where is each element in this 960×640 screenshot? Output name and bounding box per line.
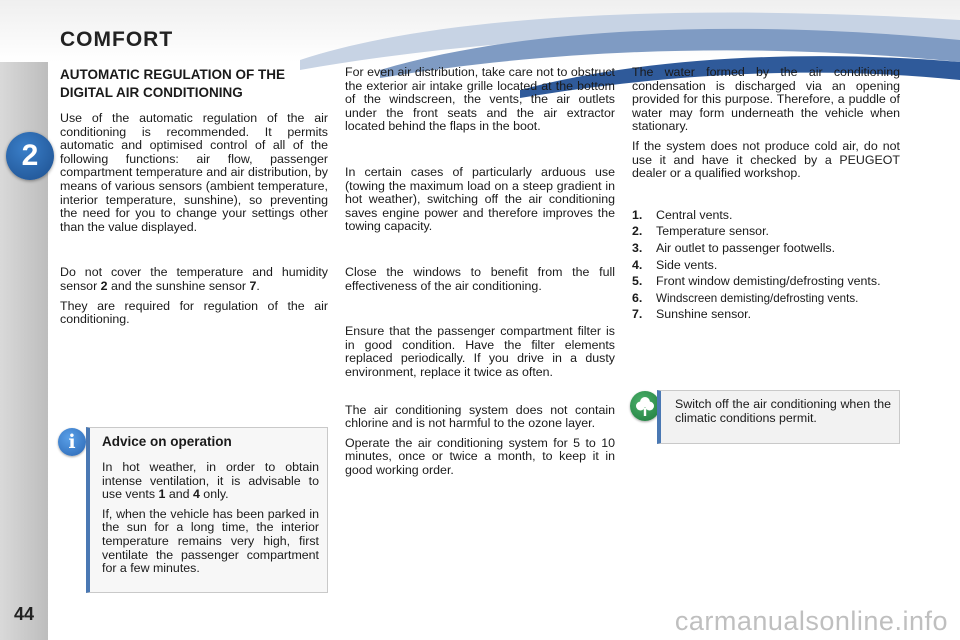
legend-list <box>632 209 900 322</box>
paragraph-sensor-required: They are required for regulation of the air conditioning. <box>60 298 328 327</box>
watermark: carmanualsonline.info <box>674 606 948 636</box>
advice-paragraph-ventilate: If, when the vehicle has been parked in the sun for a long time, the interior temperature remains very high, first ventilate the passenger compartment for a few minutes. <box>102 506 319 576</box>
paragraph-ozone: The air conditioning system does not contain chlorine and is not harmful to the ozone layer. <box>345 402 615 431</box>
column-left <box>60 66 328 333</box>
eco-tree-icon <box>630 391 660 421</box>
eco-tip-text: Switch off the air conditioning when the climatic conditions permit. <box>675 397 891 425</box>
page-number: 44 <box>14 604 35 624</box>
list-item: 4. Side vents. <box>632 257 718 272</box>
section-heading: AUTOMATIC REGULATION OF THE DIGITAL AIR CONDITIONING <box>60 67 285 100</box>
list-item: 3. Air outlet to passenger footwells. <box>632 240 836 255</box>
paragraph-towing: In certain cases of particularly arduous use (towing the maximum load on a steep gradient in hot weather), switching off the air conditioning saves engine power and therefore improves the towing capacity. <box>345 164 615 234</box>
list-item: 2. Temperature sensor. <box>632 224 769 239</box>
advice-box <box>86 427 328 593</box>
chapter-title: COMFORT <box>60 28 174 51</box>
eco-tip-box <box>657 390 900 444</box>
list-item: 5. Front window demisting/defrosting vents. <box>632 274 881 289</box>
paragraph-sensor-warning: Do not cover the temperature and humidity sensor 2 and the sunshine sensor 7. <box>60 265 328 293</box>
list-item: 1. Central vents. <box>632 207 733 222</box>
list-item: 6. Windscreen demisting/defrosting vents. <box>632 290 859 305</box>
list-item: 7. Sunshine sensor. <box>632 307 752 322</box>
paragraph-automatic-regulation: Use of the automatic regulation of the air conditioning is recommended. It permits automatic and optimised control of all of the following functions: air flow, passenger compartment temperature and air distribution, by means of various sensors (ambient temperature, interior temperature, sunshine), so preventing the need for you to change your settings other than the value displayed. <box>60 111 328 234</box>
column-right <box>632 66 900 325</box>
chapter-number-badge: 2 <box>6 132 54 180</box>
paragraph-maintenance: Operate the air conditioning system for 5 to 10 minutes, once or twice a month, to keep it in good working order. <box>345 435 615 477</box>
advice-paragraph-vents: In hot weather, in order to obtain intense ventilation, it is advisable to use vents 1 and 4 only. <box>102 460 319 502</box>
advice-title: Advice on operation <box>102 434 232 449</box>
column-middle <box>345 66 615 483</box>
paragraph-air-distribution: For even air distribution, take care not to obstruct the exterior air intake grille located at the bottom of the windscreen, the vents, the air outlets under the front seats and the air extractor located behind the flaps in the boot. <box>345 65 615 134</box>
paragraph-close-windows: Close the windows to benefit from the full effectiveness of the air conditioning. <box>345 264 615 293</box>
paragraph-filter: Ensure that the passenger compartment filter is in good condition. Have the filter elements replaced periodically. If you drive in a dusty environment, replace it twice as often. <box>345 324 615 379</box>
paragraph-no-cold-air: If the system does not produce cold air, do not use it and have it checked by a PEUGEOT dealer or a qualified workshop. <box>632 138 900 181</box>
left-margin-band <box>0 0 48 640</box>
paragraph-condensation: The water formed by the air conditioning condensation is discharged via an opening provided for this purpose. Therefore, a puddle of water may form underneath the vehicle when stationary. <box>632 65 900 134</box>
info-icon: i <box>58 428 86 456</box>
